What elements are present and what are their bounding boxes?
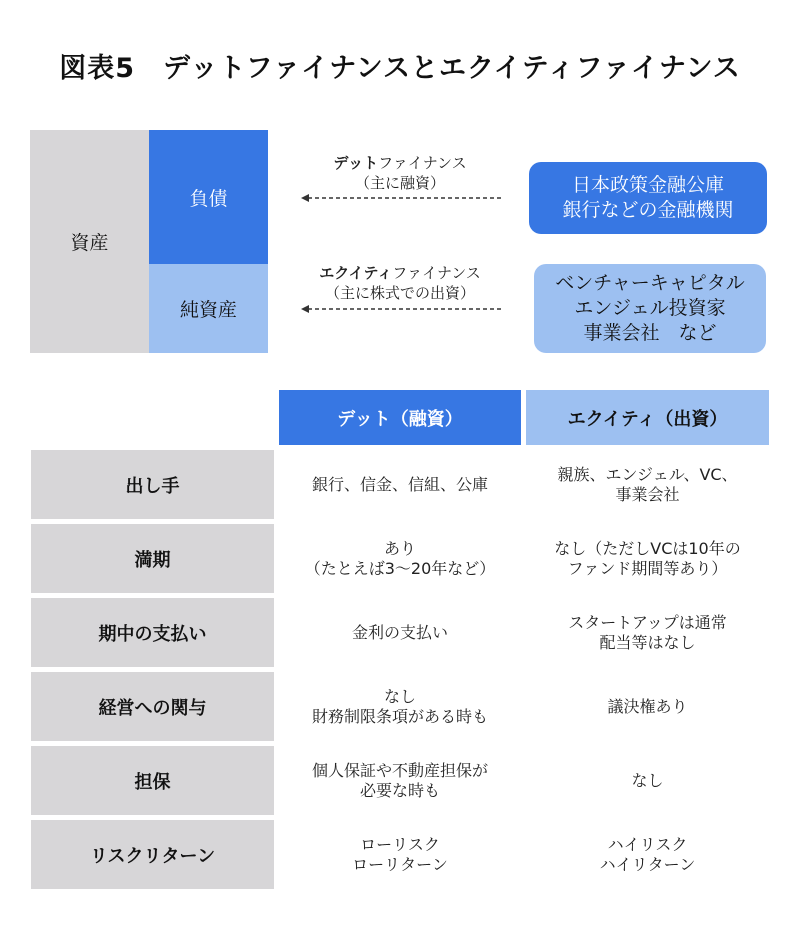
debt-source-line2: 銀行などの金融機関 [562, 199, 734, 221]
equity-label: 純資産 [179, 299, 237, 321]
liabilities-block [149, 130, 268, 264]
debt-source-box [529, 162, 767, 234]
cell-debt-payments [279, 598, 521, 667]
cell-line: ハイリスク [607, 834, 688, 854]
cell-line: 議決権あり [607, 696, 688, 716]
cell-line: ハイリターン [599, 854, 696, 874]
cell-line: 親族、エンジェル、VC、 [557, 464, 738, 484]
cell-equity-collateral [526, 746, 769, 815]
liabilities-label: 負債 [189, 187, 228, 210]
equity-source-line1: ベンチャーキャピタル [555, 272, 745, 294]
equity-finance-bold: エクイティ [319, 264, 393, 282]
row-label-payments: 期中の支払い [31, 598, 274, 667]
cell-debt-risk-return [279, 820, 521, 889]
assets-label: 資産 [70, 232, 109, 254]
cell-equity-management [526, 672, 769, 741]
cell-line: 個人保証や不動産担保が [311, 760, 488, 780]
debt-finance-rest: ファイナンス [378, 154, 467, 172]
cell-line: なし（ただしVCは10年の [554, 538, 741, 558]
row-label-management: 経営への関与 [31, 672, 274, 741]
cell-line: 事業会社 [615, 484, 680, 504]
debt-arrow-icon [300, 191, 504, 205]
cell-line: 銀行、信金、信組、公庫 [311, 474, 488, 494]
cell-line: なし [383, 686, 416, 706]
cell-line: ファンド期間等あり） [567, 558, 728, 578]
cell-debt-management [279, 672, 521, 741]
cell-line: スタートアップは通常 [568, 612, 727, 632]
cell-line: ローリターン [352, 854, 448, 874]
page-title: 図表5 デットファイナンスとエクイティファイナンス [59, 53, 741, 84]
cell-debt-provider [279, 450, 521, 519]
cell-equity-risk-return [526, 820, 769, 889]
debt-finance-bold: デット [333, 154, 379, 172]
table-header-debt: デット（融資） [279, 390, 521, 445]
equity-block [149, 264, 268, 353]
equity-source-line2: エンジェル投資家 [574, 297, 726, 319]
assets-block [30, 130, 149, 353]
cell-line: （たとえば3〜20年など） [304, 558, 496, 578]
cell-line: 配当等はなし [599, 632, 696, 652]
debt-finance-sub: （主に融資） [354, 174, 445, 192]
cell-equity-maturity [526, 524, 769, 593]
equity-arrow-icon [300, 302, 504, 316]
row-label-risk-return: リスクリターン [31, 820, 274, 889]
table-header-equity: エクイティ（出資） [526, 390, 769, 445]
equity-finance-label [290, 263, 510, 303]
cell-line: あり [383, 538, 416, 558]
row-label-maturity: 満期 [31, 524, 274, 593]
equity-source-box [534, 264, 766, 353]
cell-line: 金利の支払い [351, 622, 448, 642]
equity-source-line3: 事業会社 など [583, 322, 717, 344]
cell-debt-maturity [279, 524, 521, 593]
cell-equity-payments [526, 598, 769, 667]
debt-finance-label [300, 153, 500, 193]
equity-finance-rest: ファイナンス [392, 264, 481, 282]
cell-line: 必要な時も [359, 780, 440, 800]
cell-line: ローリスク [360, 834, 440, 854]
debt-source-line1: 日本政策金融公庫 [571, 174, 724, 196]
row-label-provider: 出し手 [31, 450, 274, 519]
equity-finance-sub: （主に株式での出資） [324, 284, 475, 302]
cell-equity-provider [526, 450, 769, 519]
cell-debt-collateral [279, 746, 521, 815]
cell-line: 財務制限条項がある時も [311, 706, 488, 726]
cell-line: なし [631, 770, 664, 790]
row-label-collateral: 担保 [31, 746, 274, 815]
